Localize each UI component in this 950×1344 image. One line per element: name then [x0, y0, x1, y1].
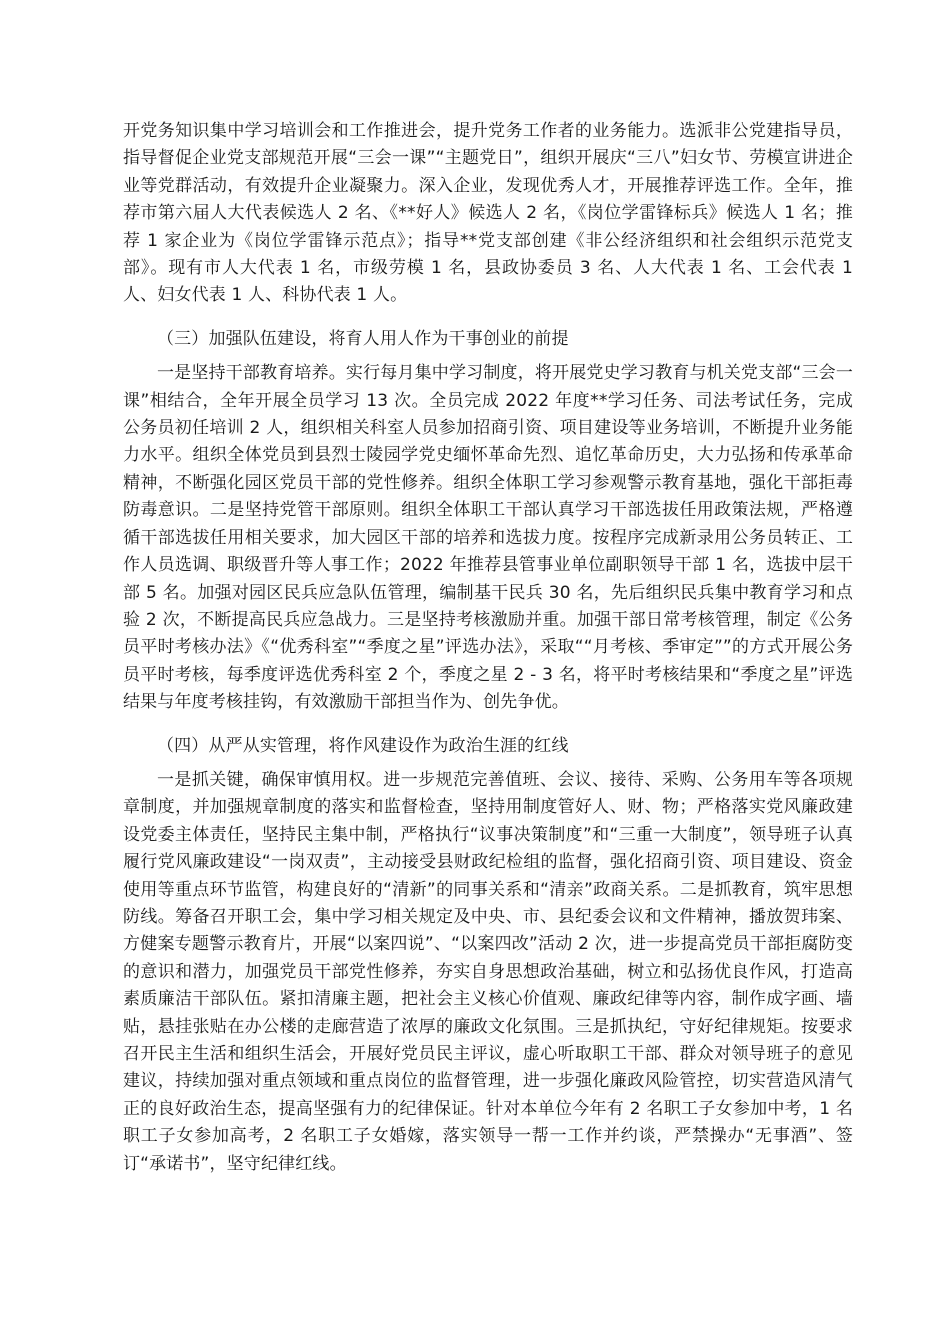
body-paragraph-2: 一是坚持干部教育培养。实行每月集中学习制度，将开展党史学习教育与机关党支部“三会一课”相结合，全年开展全员学习 13 次。全员完成 2022 年度**学习任务、司法考试任务，完成公务员初任培训 2 人，组织相关科室人员参加招商引资、项目建设等业务培训，不断提升业务能力水平。组织全体党员到县烈士陵园学党史缅怀革命先烈、追忆革命历史，大力弘扬和传承革命精神，不断强化园区党员干部的党性修养。组织全体职工学习参观警示教育基地，强化干部拒毒防毒意识。二是坚持党管干部原则。组织全体职工干部认真学习干部选拔任用政策法规，严格遵循干部选拔任用相关要求，加大园区干部的培养和选拔力度。按程序完成新录用公务员转正、工作人员选调、职级晋升等人事工作；2022 年推荐县管事业单位副职领导干部 1 名，选拔中层干部 5 名。加强对园区民兵应急队伍管理，编制基干民兵 30 名，先后组织民兵集中教育学习和点验 2 次，不断提高民兵应急战力。三是坚持考核激励并重。加强干部日常考核管理，制定《公务员平时考核办法》《“优秀科室”“季度之星”评选办法》，采取““月考核、季审定””的方式开展公务员平时考核，每季度评选优秀科室 2 个，季度之星 2 - 3 名，将平时考核结果和“季度之星”评选结果与年度考核挂钩，有效激励干部担当作为、创先争优。 — [123, 363, 853, 713]
body-paragraph-1: 开党务知识集中学习培训会和工作推进会，提升党务工作者的业务能力。选派非公党建指导员，指导督促企业党支部规范开展“三会一课”“主题党日”，组织开展庆“三八”妇女节、劳模宣讲进企业等党群活动，有效提升企业凝聚力。深入企业，发现优秀人才，开展推荐评选工作。全年，推荐市第六届人大代表候选人 2 名、《**好人》候选人 2 名，《岗位学雷锋标兵》候选人 1 名；推荐 1 家企业为《岗位学雷锋示范点》；指导**党支部创建《非公经济组织和社会组织示范党支部》。现有市人大代表 1 名，市级劳模 1 名，县政协委员 3 名、人大代表 1 名、工会代表 1 人、妇女代表 1 人、科协代表 1 人。 — [123, 121, 853, 306]
body-paragraph-3: 一是抓关键，确保审慎用权。进一步规范完善值班、会议、接待、采购、公务用车等各项规章制度，并加强规章制度的落实和监督检查，坚持用制度管好人、财、物；严格落实党风廉政建设党委主体责任，坚持民主集中制，严格执行“议事决策制度”和“三重一大制度”，领导班子认真履行党风廉政建设“一岗双责”，主动接受县财政纪检组的监督，强化招商引资、项目建设、资金使用等重点环节监管，构建良好的“清新”的同事关系和“清亲”政商关系。二是抓教育，筑牢思想防线。筹备召开职工会，集中学习相关规定及中央、市、县纪委会议和文件精神，播放贺玮案、方健案专题警示教育片，开展“以案四说”、“以案四改”活动 2 次，进一步提高党员干部拒腐防变的意识和潜力，加强党员干部党性修养，夯实自身思想政治基础，树立和弘扬优良作风，打造高素质廉洁干部队伍。紧扣清廉主题，把社会主义核心价值观、廉政纪律等内容，制作成字画、墙贴，悬挂张贴在办公楼的走廊营造了浓厚的廉政文化氛围。三是抓执纪，守好纪律规矩。按要求召开民主生活和组织生活会，开展好党员民主评议，虚心听取职工干部、群众对领导班子的意见建议，持续加强对重点领域和重点岗位的监督管理，进一步强化廉政风险管控，切实营造风清气正的良好政治生态，提高坚强有力的纪律保证。针对本单位今年有 2 名职工子女参加中考，1 名职工子女参加高考，2 名职工子女婚嫁，落实领导一帮一工作并约谈，严禁操办“无事酒”、签订“承诺书”，坚守纪律红线。 — [123, 769, 853, 1174]
document-page — [123, 118, 853, 1178]
paragraph-gap — [123, 310, 853, 318]
section-heading-3: （三）加强队伍建设，将育人用人作为干事创业的前提 — [157, 328, 569, 349]
section-heading-4: （四）从严从实管理，将作风建设作为政治生涯的红线 — [157, 735, 569, 756]
paragraph-gap — [123, 717, 853, 725]
